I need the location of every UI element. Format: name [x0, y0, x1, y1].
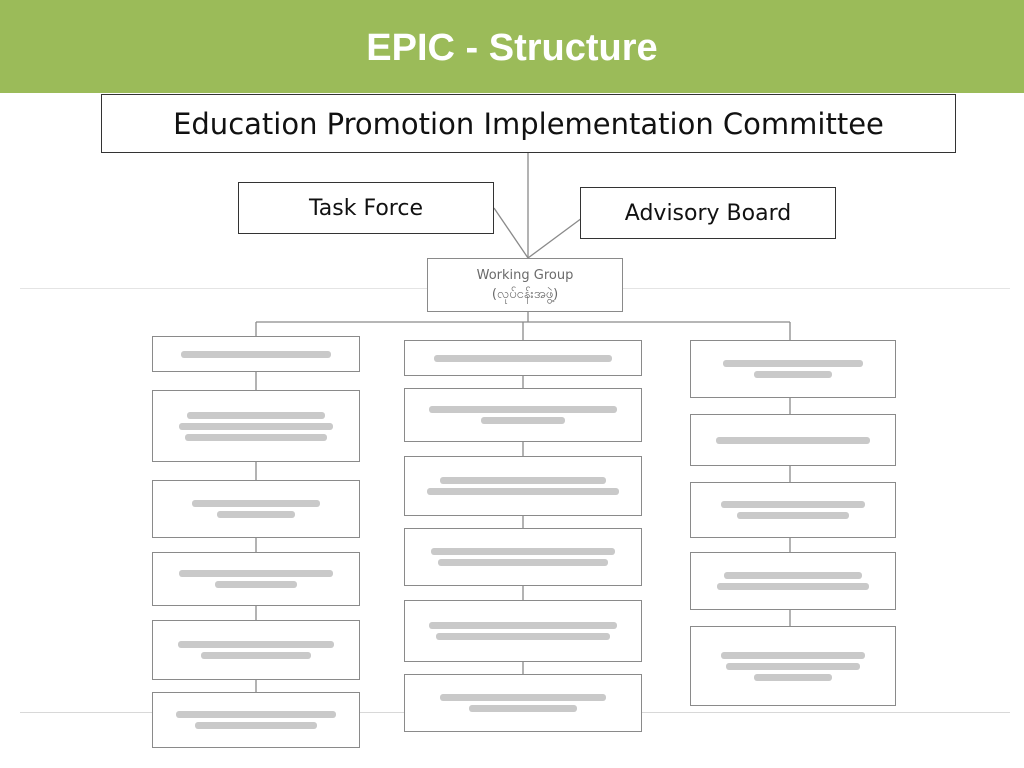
slide-title: EPIC - Structure — [366, 27, 658, 69]
advisory-board-box — [580, 187, 836, 239]
committee-box-right-4 — [690, 552, 896, 610]
committee-box-middle-4 — [404, 528, 642, 586]
working-group-box — [427, 258, 623, 312]
committee-box — [101, 94, 956, 153]
committee-box-left-4 — [152, 552, 360, 606]
committee-box-middle-5 — [404, 600, 642, 662]
committee-box-left-3 — [152, 480, 360, 538]
committee-box-right-2 — [690, 414, 896, 466]
committee-box-right-3 — [690, 482, 896, 538]
committee-box-middle-1 — [404, 340, 642, 376]
task-force-label: Task Force — [309, 195, 423, 221]
committee-box-middle-2 — [404, 388, 642, 442]
working-group-sublabel: (လုပ်ငန်းအဖွဲ့) — [491, 287, 559, 302]
advisory-board-label: Advisory Board — [624, 200, 792, 226]
working-group-label: Working Group — [476, 268, 574, 283]
committee-box-left-2 — [152, 390, 360, 462]
committee-box-middle-6 — [404, 674, 642, 732]
committee-label: Education Promotion Implementation Committee — [173, 106, 884, 141]
committee-box-left-1 — [152, 336, 360, 372]
committee-box-left-6 — [152, 692, 360, 748]
committee-box-left-5 — [152, 620, 360, 680]
committee-box-middle-3 — [404, 456, 642, 516]
committee-box-right-5 — [690, 626, 896, 706]
committee-box-right-1 — [690, 340, 896, 398]
task-force-box — [238, 182, 494, 234]
